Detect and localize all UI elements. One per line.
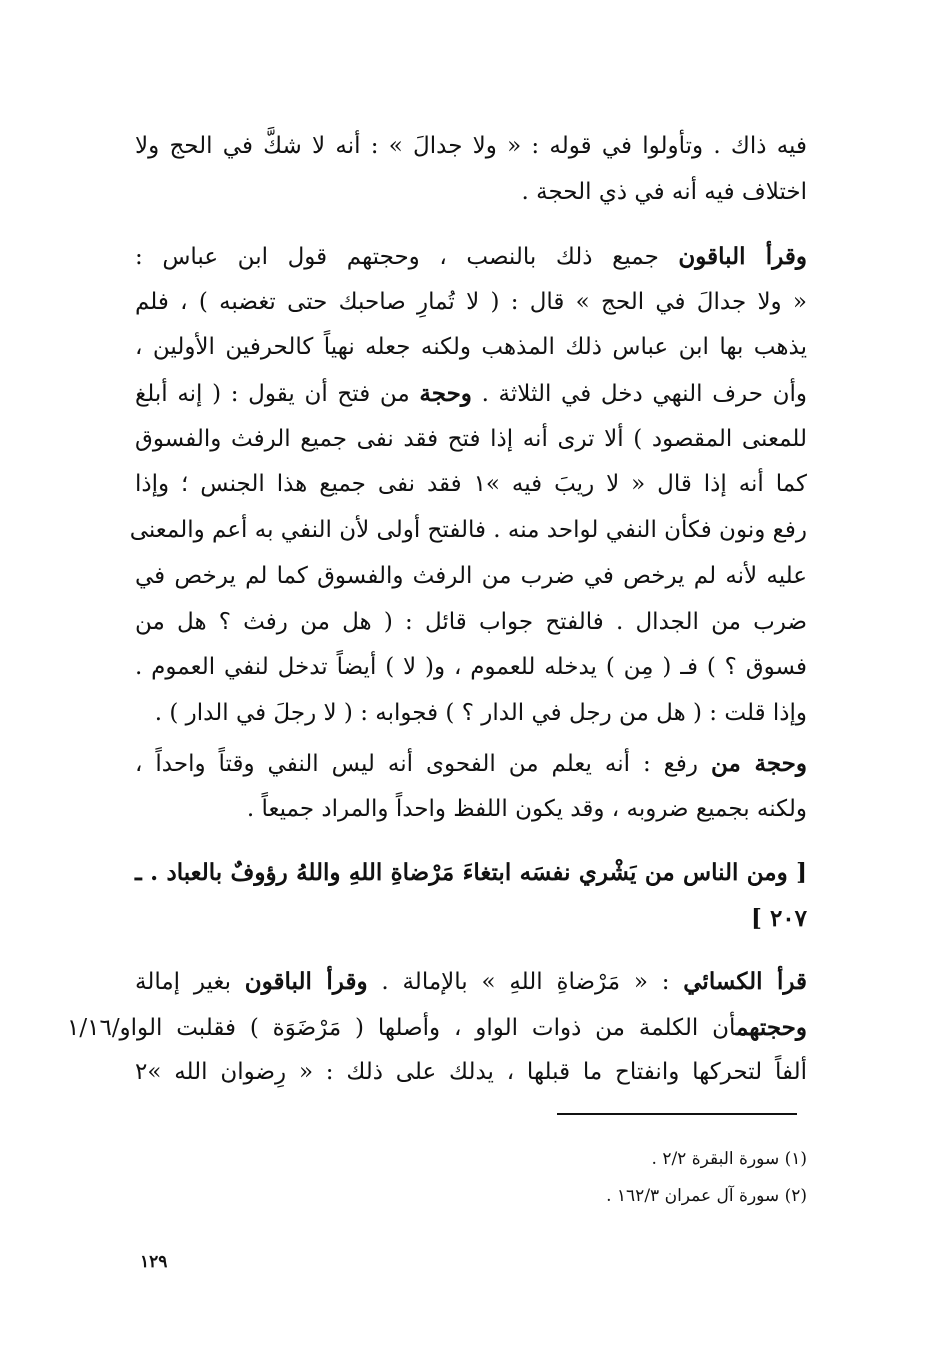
page-number: ١٢٩ <box>140 1252 168 1272</box>
verse-line: [ ومن الناس من يَشْري نفسَه ابتغاءَ مَرْضاةِ اللهِ واللهُ رؤوفٌ بالعباد . ـ <box>135 859 807 886</box>
text-run: جميع ذلك بالنصب ، وحجتهم قول ابن عباس : <box>135 244 659 270</box>
text-line: للمعنى المقصود ) ألا ترى أنه إذا فتح فقد نفى جميع الرفث والفسوق <box>135 425 807 452</box>
text-line: فيه ذاك . وتأولوا في قوله : « ولا جدالَ » : أنه لا شكَّ في الحج ولا <box>135 133 807 159</box>
text-line: يذهب بها ابن عباس ذلك المذهب ولكنه جعله نهياً كالحرفين الأولين ، <box>135 334 807 361</box>
verse-line: ٢٠٧ ] <box>751 904 807 932</box>
text-run: : « مَرْضاةِ اللهِ » بالإمالة . <box>381 969 670 995</box>
paragraph-3 <box>135 741 807 832</box>
text-line <box>135 959 807 1005</box>
text-line: وإذا قلت : ( هل من رجل في الدار ؟ ) فجوابه : ( لا رجلَ في الدار ) . <box>154 699 807 726</box>
text-line: كما أنه إذا قال « لا ريبَ فيه »١ فقد نفى جميع هذا الجنس ؛ وإذا <box>135 471 807 498</box>
text-line: فسوق ؟ ) فـ ( مِن ) يدخله للعموم ، و( لا ) أيضاً تدخل لنفي العموم . <box>135 654 807 681</box>
quran-verse <box>135 850 807 941</box>
text-run: من فتح أن يقول : ( إنه أبلغ <box>135 381 410 408</box>
text-run: رفع : أنه يعلم من الفحوى أنه ليس النفي وقتاً واحداً ، <box>135 751 699 777</box>
bold-inline: وحجة <box>419 380 472 408</box>
text-line: اختلاف فيه أنه في ذي الحجة . <box>521 178 807 205</box>
text-line: عليه لأنه لم يرخص في ضرب من الرفث والفسوق كما لم يرخص في <box>135 562 807 589</box>
footnote-2: (٢) سورة آل عمران ١٦٢/٣ . <box>606 1186 807 1206</box>
text-run: أن الكلمة من ذوات الواو ، وأصلها ( مَرْضَوَة ) فقلبت الواو/١/١٦ <box>67 1014 736 1041</box>
footnote-divider <box>557 1113 797 1115</box>
text-line: رفع ونون فكأن النفي لواحد منه . فالفتح أولى لأن النفي به أعم والمعنى <box>129 517 807 544</box>
text-line: « ولا جدالَ في الحج » قال : ( لا تُمارِ صاحبك حتى تغضبه ) ، فلم <box>135 288 807 315</box>
bold-lead: قرأ الكسائي <box>683 968 808 995</box>
text-line: ضرب من الجدال . فالفتح جواب قائل : ( هل من رفث ؟ هل من <box>135 608 807 635</box>
text-run: بغير إمالة <box>135 969 231 995</box>
bold-inline: وقرأ الباقون <box>244 968 368 995</box>
text-line <box>135 371 807 417</box>
bold-lead: وحجة من <box>711 750 807 777</box>
text-line <box>135 741 807 787</box>
bold-lead: وقرأ الباقون <box>678 243 807 270</box>
text-run: وأن حرف النهي دخل في الثلاثة . <box>481 381 807 408</box>
footnote-1: (١) سورة البقرة ٢/٢ . <box>651 1149 807 1169</box>
paragraph-5 <box>67 959 808 1096</box>
text-line <box>135 234 807 280</box>
text-line: ألفاً لتحركها وانفتاح ما قبلها ، يدلك على ذلك : « رِضوان الله »٢ <box>135 1059 807 1086</box>
text-line <box>67 1005 807 1051</box>
bold-inline: وحجتهم <box>735 1013 807 1041</box>
paragraph-1 <box>135 124 807 215</box>
paragraph-2 <box>129 234 807 737</box>
text-line: ولكنه بجميع ضروبه ، وقد يكون اللفظ واحداً والمراد جميعاً . <box>246 795 807 822</box>
